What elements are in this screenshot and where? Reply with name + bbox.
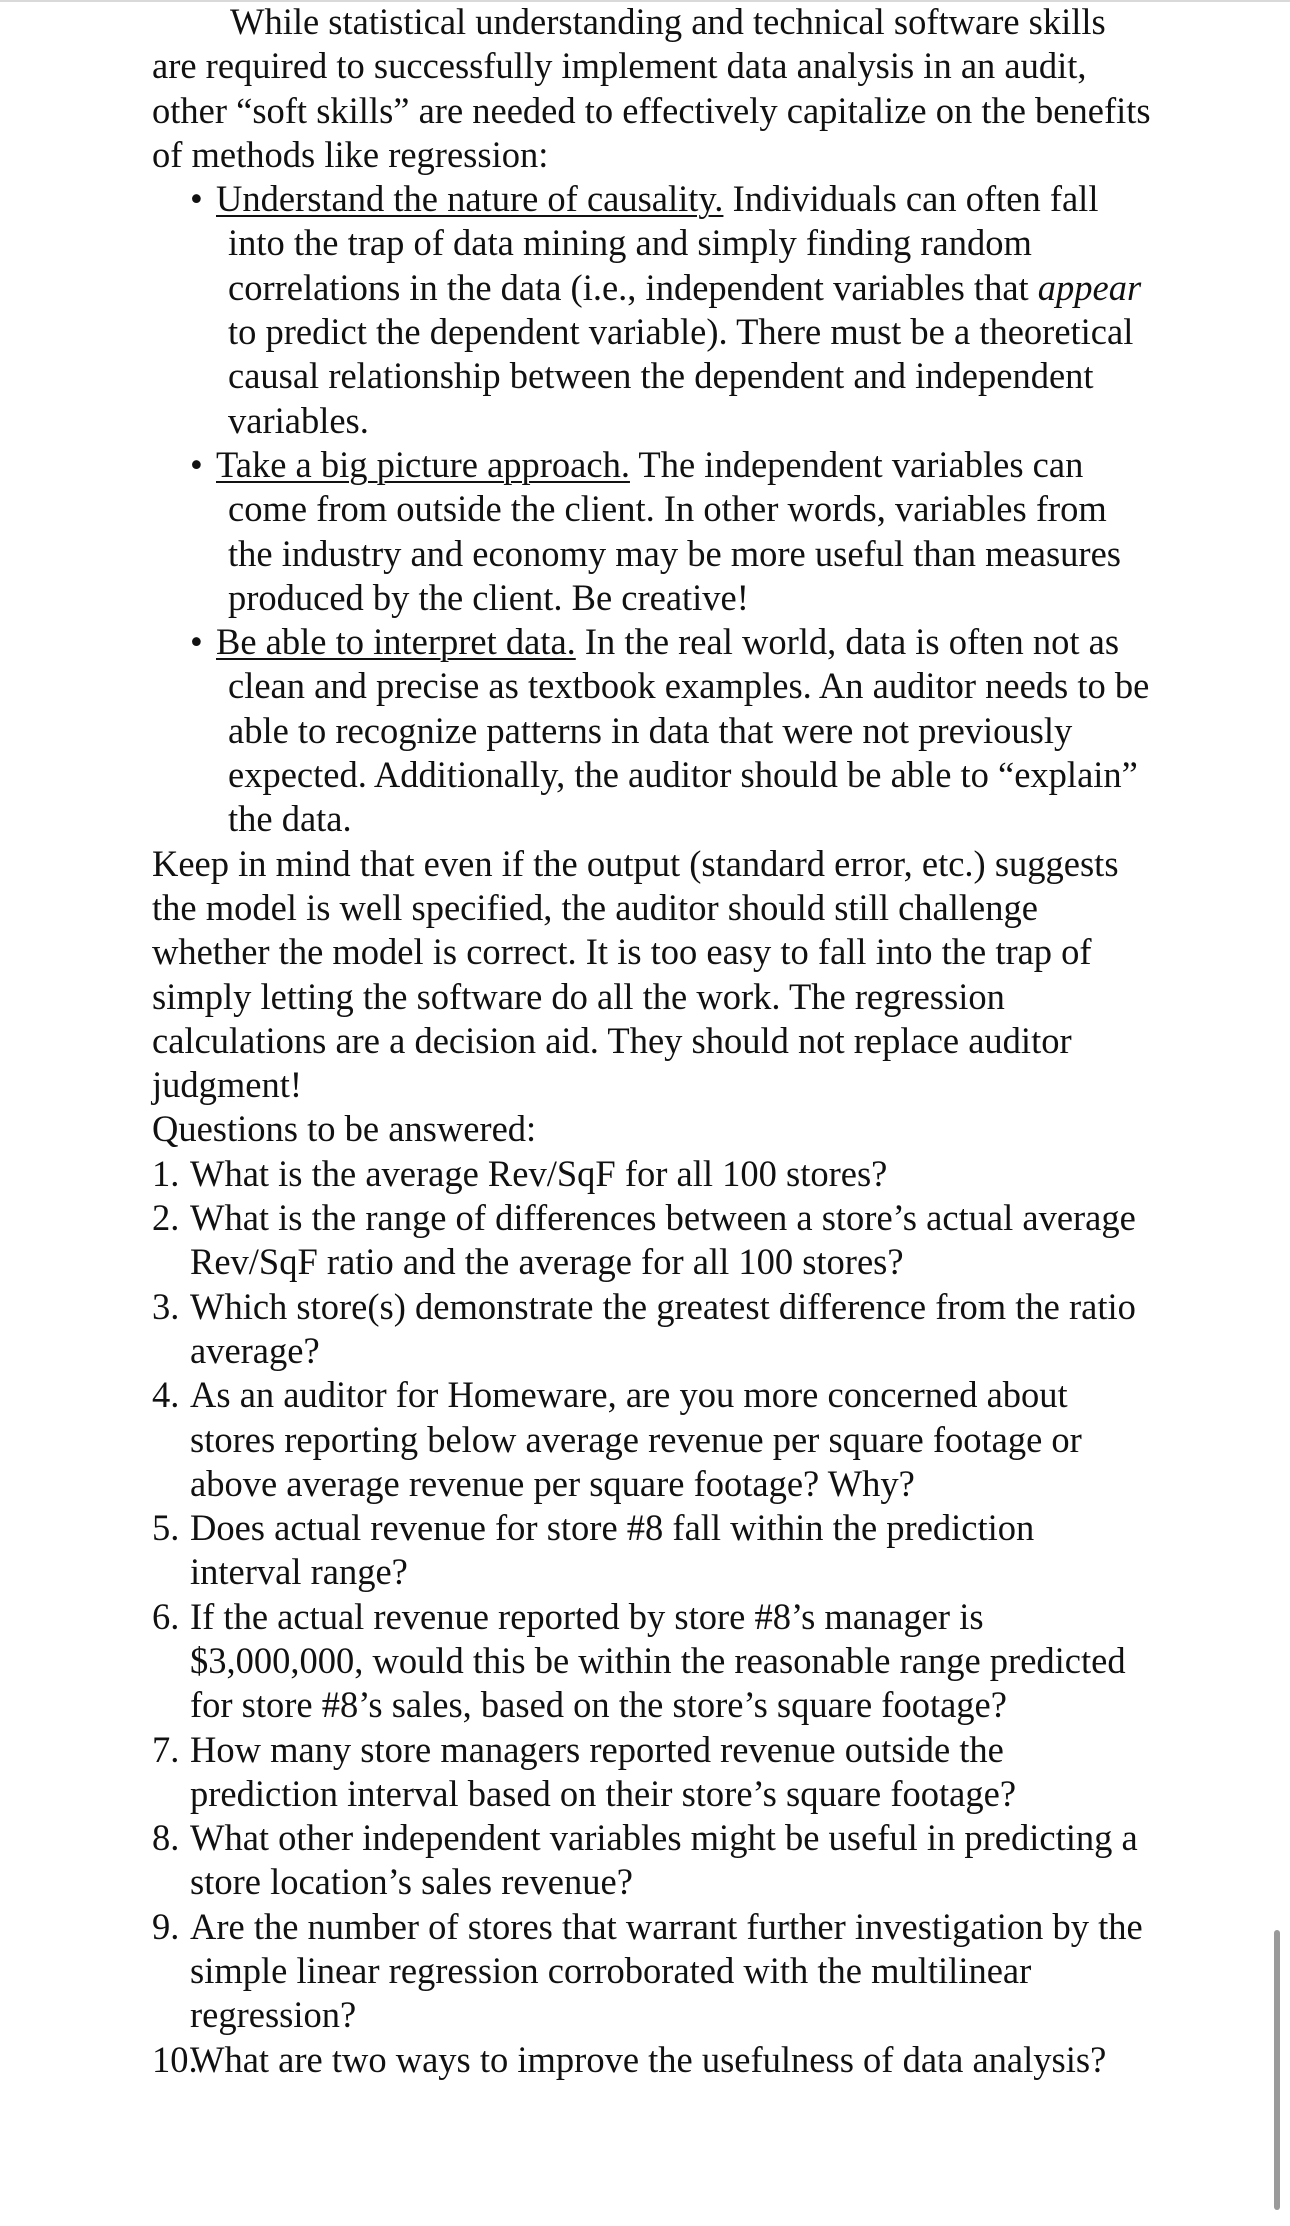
question-text: Which store(s) demonstrate the greatest difference from the ratio average? [190,1285,1136,1371]
vertical-scrollbar[interactable] [1274,1930,1280,2210]
question-text: If the actual revenue reported by store #8’s manager is $3,000,000, would this be within the reasonable range predicted for store #8’s sales, based on the store’s square footage? [190,1595,1126,1726]
document-body [152,0,1152,2082]
question-text: Are the number of stores that warrant further investigation by the simple linear regression corroborated with the multilinear regression? [190,1905,1143,2036]
question-number: 3. [152,1285,180,1327]
questions-heading: Questions to be answered: [152,1108,537,1150]
bullet-heading: Understand the nature of causality. [216,178,724,220]
bullet-heading: Be able to interpret data. [216,621,576,663]
question-number: 4. [152,1374,180,1416]
bullet-dot-icon: • [190,621,203,663]
bullet-text: The independent variables can come from outside the client. In other words, variables from the industry and economy may be more useful than measures produced by the client. Be creative! [228,443,1121,618]
question-text: How many store managers reported revenue outside the prediction interval based on their store’s square footage? [190,1728,1017,1814]
question-text: What is the range of differences between a store’s actual average Rev/SqF ratio and the average for all 100 stores? [190,1197,1136,1283]
question-number: 5. [152,1507,180,1549]
question-item [152,1905,1152,2038]
question-text: Does actual revenue for store #8 fall within the prediction interval range? [190,1507,1035,1593]
question-item [152,2038,1152,2082]
question-text: What is the average Rev/SqF for all 100 stores? [190,1152,888,1194]
question-text: As an auditor for Homeware, are you more concerned about stores reporting below average revenue per square footage or above average revenue per square footage? Why? [190,1374,1082,1504]
bullet-text: In the real world, data is often not as clean and precise as textbook examples. An auditor needs to be able to recognize patterns in data that were not previously expected. Additionally, the auditor should be able to “explain” the data. [228,621,1150,840]
bullet-dot-icon: • [190,178,203,220]
question-number: 1. [152,1152,180,1194]
question-text: What other independent variables might be useful in predicting a store location’s sales revenue? [190,1817,1138,1903]
question-item [152,1728,1152,1817]
question-item [152,1373,1152,1506]
bullet-big-picture [152,443,1152,620]
bullet-emphasis: appear [1037,266,1142,308]
question-number: 7. [152,1728,180,1770]
question-item [152,1196,1152,1285]
bullet-interpret [152,620,1152,841]
intro-paragraph: While statistical understanding and technical software skills are required to successfully implement data analysis in an audit, other “soft skills” are needed to effectively capitalize on the benefits of methods like regression: [152,1,1151,175]
question-item [152,1816,1152,1905]
question-text: What are two ways to improve the usefulness of data analysis? [190,2038,1107,2080]
question-number: 6. [152,1595,180,1637]
soft-skills-list [152,177,1152,841]
bullet-causality [152,177,1152,443]
question-number: 10. [152,2038,198,2080]
bullet-heading: Take a big picture approach. [216,443,630,485]
bullet-text: Individuals can often fall into the trap of data mining and simply finding random correlations in the data (i.e., independent variables that [228,178,1099,308]
question-item [152,1285,1152,1374]
question-item [152,1506,1152,1595]
question-item [152,1152,1152,1196]
keep-in-mind-paragraph: Keep in mind that even if the output (standard error, etc.) suggests the model is well specified, the auditor should still challenge whether the model is correct. It is too easy to fall into the trap of simply letting the software do all the work. The regression calculations are a decision aid. They should not replace auditor judgment! [152,842,1119,1106]
bullet-dot-icon: • [190,443,203,485]
question-number: 9. [152,1905,180,1947]
questions-list [152,1152,1152,2082]
question-number: 2. [152,1197,180,1239]
question-number: 8. [152,1817,180,1859]
question-item [152,1595,1152,1728]
bullet-text: to predict the dependent variable). There must be a theoretical causal relationship between the dependent and independent variables. [228,311,1134,441]
